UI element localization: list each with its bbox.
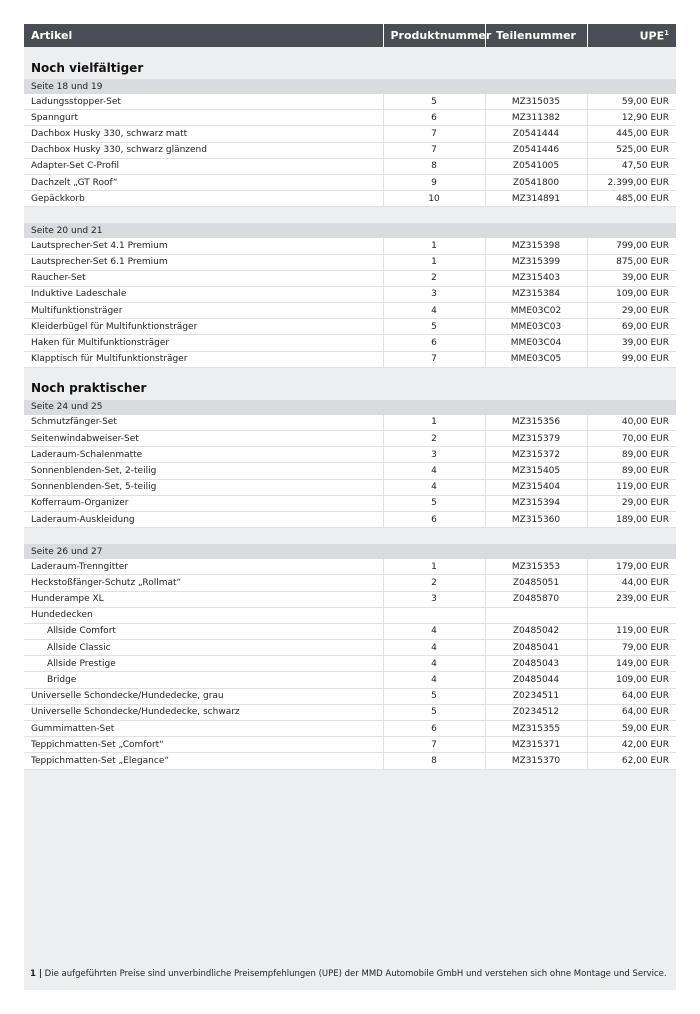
- article-name: Kleiderbügel für Multifunktionsträger: [24, 319, 383, 335]
- price: 64,00 EUR: [587, 704, 676, 720]
- section-heading-row: [24, 47, 676, 79]
- article-name: Schmutzfänger-Set: [24, 415, 383, 431]
- part-number: Z0234512: [485, 704, 587, 720]
- article-name: Gummimatten-Set: [24, 721, 383, 737]
- part-number: Z0485042: [485, 623, 587, 639]
- page-reference: Seite 24 und 25: [24, 400, 676, 415]
- table-row: [24, 303, 676, 319]
- article-name: Dachzelt „GT Roof“: [24, 174, 383, 190]
- price: 70,00 EUR: [587, 431, 676, 447]
- product-number: 7: [383, 126, 485, 142]
- page-reference: Seite 18 und 19: [24, 79, 676, 94]
- price: 39,00 EUR: [587, 270, 676, 286]
- page-reference-row: [24, 223, 676, 238]
- part-number: Z0541800: [485, 174, 587, 190]
- product-number: 5: [383, 704, 485, 720]
- product-number: 1: [383, 254, 485, 270]
- price: 62,00 EUR: [587, 753, 676, 769]
- price: 2.399,00 EUR: [587, 174, 676, 190]
- price: 89,00 EUR: [587, 463, 676, 479]
- article-name: Bridge: [24, 672, 383, 688]
- price: 875,00 EUR: [587, 254, 676, 270]
- table-row: [24, 126, 676, 142]
- product-number: 3: [383, 286, 485, 302]
- table-row: [24, 704, 676, 720]
- article-name: Lautsprecher-Set 4.1 Premium: [24, 238, 383, 254]
- price: 109,00 EUR: [587, 286, 676, 302]
- part-number: MZ315035: [485, 94, 587, 110]
- article-name: Laderaum-Auskleidung: [24, 511, 383, 527]
- price: 485,00 EUR: [587, 191, 676, 207]
- footnote-text: Die aufgeführten Preise sind unverbindliche Preisempfehlungen (UPE) der MMD Automobile GmbH und verstehen sich ohne Montage und Service.: [41, 969, 667, 979]
- price-list-panel: [24, 24, 676, 990]
- table-row: [24, 158, 676, 174]
- table-row: [24, 591, 676, 607]
- table-row: [24, 142, 676, 158]
- product-number: 7: [383, 142, 485, 158]
- price: 179,00 EUR: [587, 559, 676, 575]
- group-spacer: [24, 207, 676, 224]
- table-row: [24, 640, 676, 656]
- article-name: Seitenwindabweiser-Set: [24, 431, 383, 447]
- page-reference: Seite 20 und 21: [24, 223, 676, 238]
- article-name: Klapptisch für Multifunktionsträger: [24, 351, 383, 367]
- page-reference-row: [24, 400, 676, 415]
- article-name: Laderaum-Schalenmatte: [24, 447, 383, 463]
- table-row: [24, 94, 676, 110]
- article-name: Adapter-Set C-Profil: [24, 158, 383, 174]
- footnote: [30, 969, 667, 979]
- part-number: Z0485043: [485, 656, 587, 672]
- part-number: Z0541446: [485, 142, 587, 158]
- product-number: 2: [383, 270, 485, 286]
- page-reference: Seite 26 und 27: [24, 544, 676, 559]
- table-header: [24, 24, 676, 47]
- table-row: [24, 191, 676, 207]
- table-row: [24, 286, 676, 302]
- table-row: [24, 319, 676, 335]
- article-name: Allside Prestige: [24, 656, 383, 672]
- price: 69,00 EUR: [587, 319, 676, 335]
- article-name: Teppichmatten-Set „Comfort“: [24, 737, 383, 753]
- table-row: [24, 737, 676, 753]
- product-number: 5: [383, 319, 485, 335]
- product-number: 2: [383, 431, 485, 447]
- article-name: Dachbox Husky 330, schwarz matt: [24, 126, 383, 142]
- price: 40,00 EUR: [587, 415, 676, 431]
- product-number: 9: [383, 174, 485, 190]
- product-number: 6: [383, 335, 485, 351]
- part-number: MZ315355: [485, 721, 587, 737]
- section-title: Noch praktischer: [24, 367, 676, 400]
- price: 445,00 EUR: [587, 126, 676, 142]
- part-number: MME03C02: [485, 303, 587, 319]
- part-number: MZ315404: [485, 479, 587, 495]
- column-header-upe: [587, 24, 676, 47]
- section-title: Noch vielfältiger: [24, 47, 676, 79]
- table-row: [24, 495, 676, 511]
- product-number: 1: [383, 415, 485, 431]
- part-number: MME03C04: [485, 335, 587, 351]
- article-name: Gepäckkorb: [24, 191, 383, 207]
- part-number: MZ315405: [485, 463, 587, 479]
- product-number: 1: [383, 559, 485, 575]
- table-row: [24, 238, 676, 254]
- product-number: 4: [383, 623, 485, 639]
- table-row: [24, 607, 676, 623]
- table-row: [24, 431, 676, 447]
- part-number: Z0485041: [485, 640, 587, 656]
- product-number: 5: [383, 94, 485, 110]
- price: 29,00 EUR: [587, 303, 676, 319]
- table-row: [24, 463, 676, 479]
- table-body: [24, 47, 676, 769]
- table-row: [24, 559, 676, 575]
- article-name: Hunderampe XL: [24, 591, 383, 607]
- price: 59,00 EUR: [587, 94, 676, 110]
- product-number: [383, 607, 485, 623]
- part-number: MZ315399: [485, 254, 587, 270]
- part-number: MZ315379: [485, 431, 587, 447]
- part-number: MZ311382: [485, 110, 587, 126]
- table-row: [24, 753, 676, 769]
- price: 239,00 EUR: [587, 591, 676, 607]
- price: [587, 607, 676, 623]
- article-name: Laderaum-Trenngitter: [24, 559, 383, 575]
- section-heading-row: [24, 367, 676, 400]
- upe-label: UPE: [639, 29, 665, 43]
- article-name: Haken für Multifunktionsträger: [24, 335, 383, 351]
- product-number: 7: [383, 737, 485, 753]
- column-header-artikel: Artikel: [24, 24, 383, 47]
- product-number: 4: [383, 479, 485, 495]
- product-number: 2: [383, 575, 485, 591]
- part-number: MME03C03: [485, 319, 587, 335]
- product-number: 5: [383, 688, 485, 704]
- product-number: 4: [383, 303, 485, 319]
- upe-footnote-marker: 1: [664, 28, 669, 37]
- price: 42,00 EUR: [587, 737, 676, 753]
- part-number: MZ315353: [485, 559, 587, 575]
- article-name: Allside Comfort: [24, 623, 383, 639]
- article-name: Universelle Schondecke/Hundedecke, grau: [24, 688, 383, 704]
- table-row: [24, 254, 676, 270]
- price: 12,90 EUR: [587, 110, 676, 126]
- part-number: [485, 607, 587, 623]
- article-name: Universelle Schondecke/Hundedecke, schwarz: [24, 704, 383, 720]
- part-number: MZ315356: [485, 415, 587, 431]
- article-name: Multifunktionsträger: [24, 303, 383, 319]
- price: 47,50 EUR: [587, 158, 676, 174]
- article-name: Spanngurt: [24, 110, 383, 126]
- price: 29,00 EUR: [587, 495, 676, 511]
- table-row: [24, 656, 676, 672]
- price: 89,00 EUR: [587, 447, 676, 463]
- article-name: Ladungsstopper-Set: [24, 94, 383, 110]
- article-name: Sonnenblenden-Set, 2-teilig: [24, 463, 383, 479]
- table-row: [24, 672, 676, 688]
- product-number: 8: [383, 753, 485, 769]
- price: 189,00 EUR: [587, 511, 676, 527]
- article-name: Allside Classic: [24, 640, 383, 656]
- part-number: Z0485870: [485, 591, 587, 607]
- table-row: [24, 575, 676, 591]
- table-row: [24, 110, 676, 126]
- part-number: MZ315370: [485, 753, 587, 769]
- part-number: Z0541005: [485, 158, 587, 174]
- price: 59,00 EUR: [587, 721, 676, 737]
- part-number: MZ315384: [485, 286, 587, 302]
- price: 44,00 EUR: [587, 575, 676, 591]
- part-number: Z0541444: [485, 126, 587, 142]
- table-row: [24, 415, 676, 431]
- product-number: 8: [383, 158, 485, 174]
- price: 119,00 EUR: [587, 479, 676, 495]
- price: 149,00 EUR: [587, 656, 676, 672]
- article-name: Hundedecken: [24, 607, 383, 623]
- product-number: 1: [383, 238, 485, 254]
- part-number: MZ315360: [485, 511, 587, 527]
- article-name: Heckstoßfänger-Schutz „Rollmat“: [24, 575, 383, 591]
- column-header-produktnummer: Produktnummer: [383, 24, 485, 47]
- table-row: [24, 511, 676, 527]
- price-table: [24, 24, 676, 770]
- product-number: 5: [383, 495, 485, 511]
- product-number: 4: [383, 463, 485, 479]
- column-header-teilenummer: Teilenummer: [485, 24, 587, 47]
- product-number: 4: [383, 672, 485, 688]
- part-number: MME03C05: [485, 351, 587, 367]
- price: 99,00 EUR: [587, 351, 676, 367]
- part-number: MZ315371: [485, 737, 587, 753]
- part-number: MZ315372: [485, 447, 587, 463]
- product-number: 7: [383, 351, 485, 367]
- product-number: 10: [383, 191, 485, 207]
- part-number: MZ315398: [485, 238, 587, 254]
- part-number: MZ315394: [485, 495, 587, 511]
- product-number: 6: [383, 511, 485, 527]
- part-number: Z0485051: [485, 575, 587, 591]
- price: 799,00 EUR: [587, 238, 676, 254]
- part-number: MZ314891: [485, 191, 587, 207]
- price: 79,00 EUR: [587, 640, 676, 656]
- table-row: [24, 174, 676, 190]
- table-row: [24, 688, 676, 704]
- table-row: [24, 479, 676, 495]
- footnote-marker: 1 |: [30, 969, 42, 979]
- product-number: 6: [383, 721, 485, 737]
- table-row: [24, 447, 676, 463]
- product-number: 3: [383, 591, 485, 607]
- table-row: [24, 721, 676, 737]
- page-reference-row: [24, 79, 676, 94]
- price: 39,00 EUR: [587, 335, 676, 351]
- table-row: [24, 335, 676, 351]
- part-number: Z0234511: [485, 688, 587, 704]
- page-reference-row: [24, 544, 676, 559]
- table-row: [24, 351, 676, 367]
- product-number: 3: [383, 447, 485, 463]
- article-name: Lautsprecher-Set 6.1 Premium: [24, 254, 383, 270]
- table-row: [24, 623, 676, 639]
- price: 109,00 EUR: [587, 672, 676, 688]
- article-name: Induktive Ladeschale: [24, 286, 383, 302]
- price: 119,00 EUR: [587, 623, 676, 639]
- part-number: Z0485044: [485, 672, 587, 688]
- product-number: 4: [383, 640, 485, 656]
- price: 64,00 EUR: [587, 688, 676, 704]
- article-name: Raucher-Set: [24, 270, 383, 286]
- article-name: Kofferraum-Organizer: [24, 495, 383, 511]
- part-number: MZ315403: [485, 270, 587, 286]
- article-name: Dachbox Husky 330, schwarz glänzend: [24, 142, 383, 158]
- product-number: 6: [383, 110, 485, 126]
- article-name: Teppichmatten-Set „Elegance“: [24, 753, 383, 769]
- group-spacer: [24, 528, 676, 545]
- table-row: [24, 270, 676, 286]
- price: 525,00 EUR: [587, 142, 676, 158]
- product-number: 4: [383, 656, 485, 672]
- article-name: Sonnenblenden-Set, 5-teilig: [24, 479, 383, 495]
